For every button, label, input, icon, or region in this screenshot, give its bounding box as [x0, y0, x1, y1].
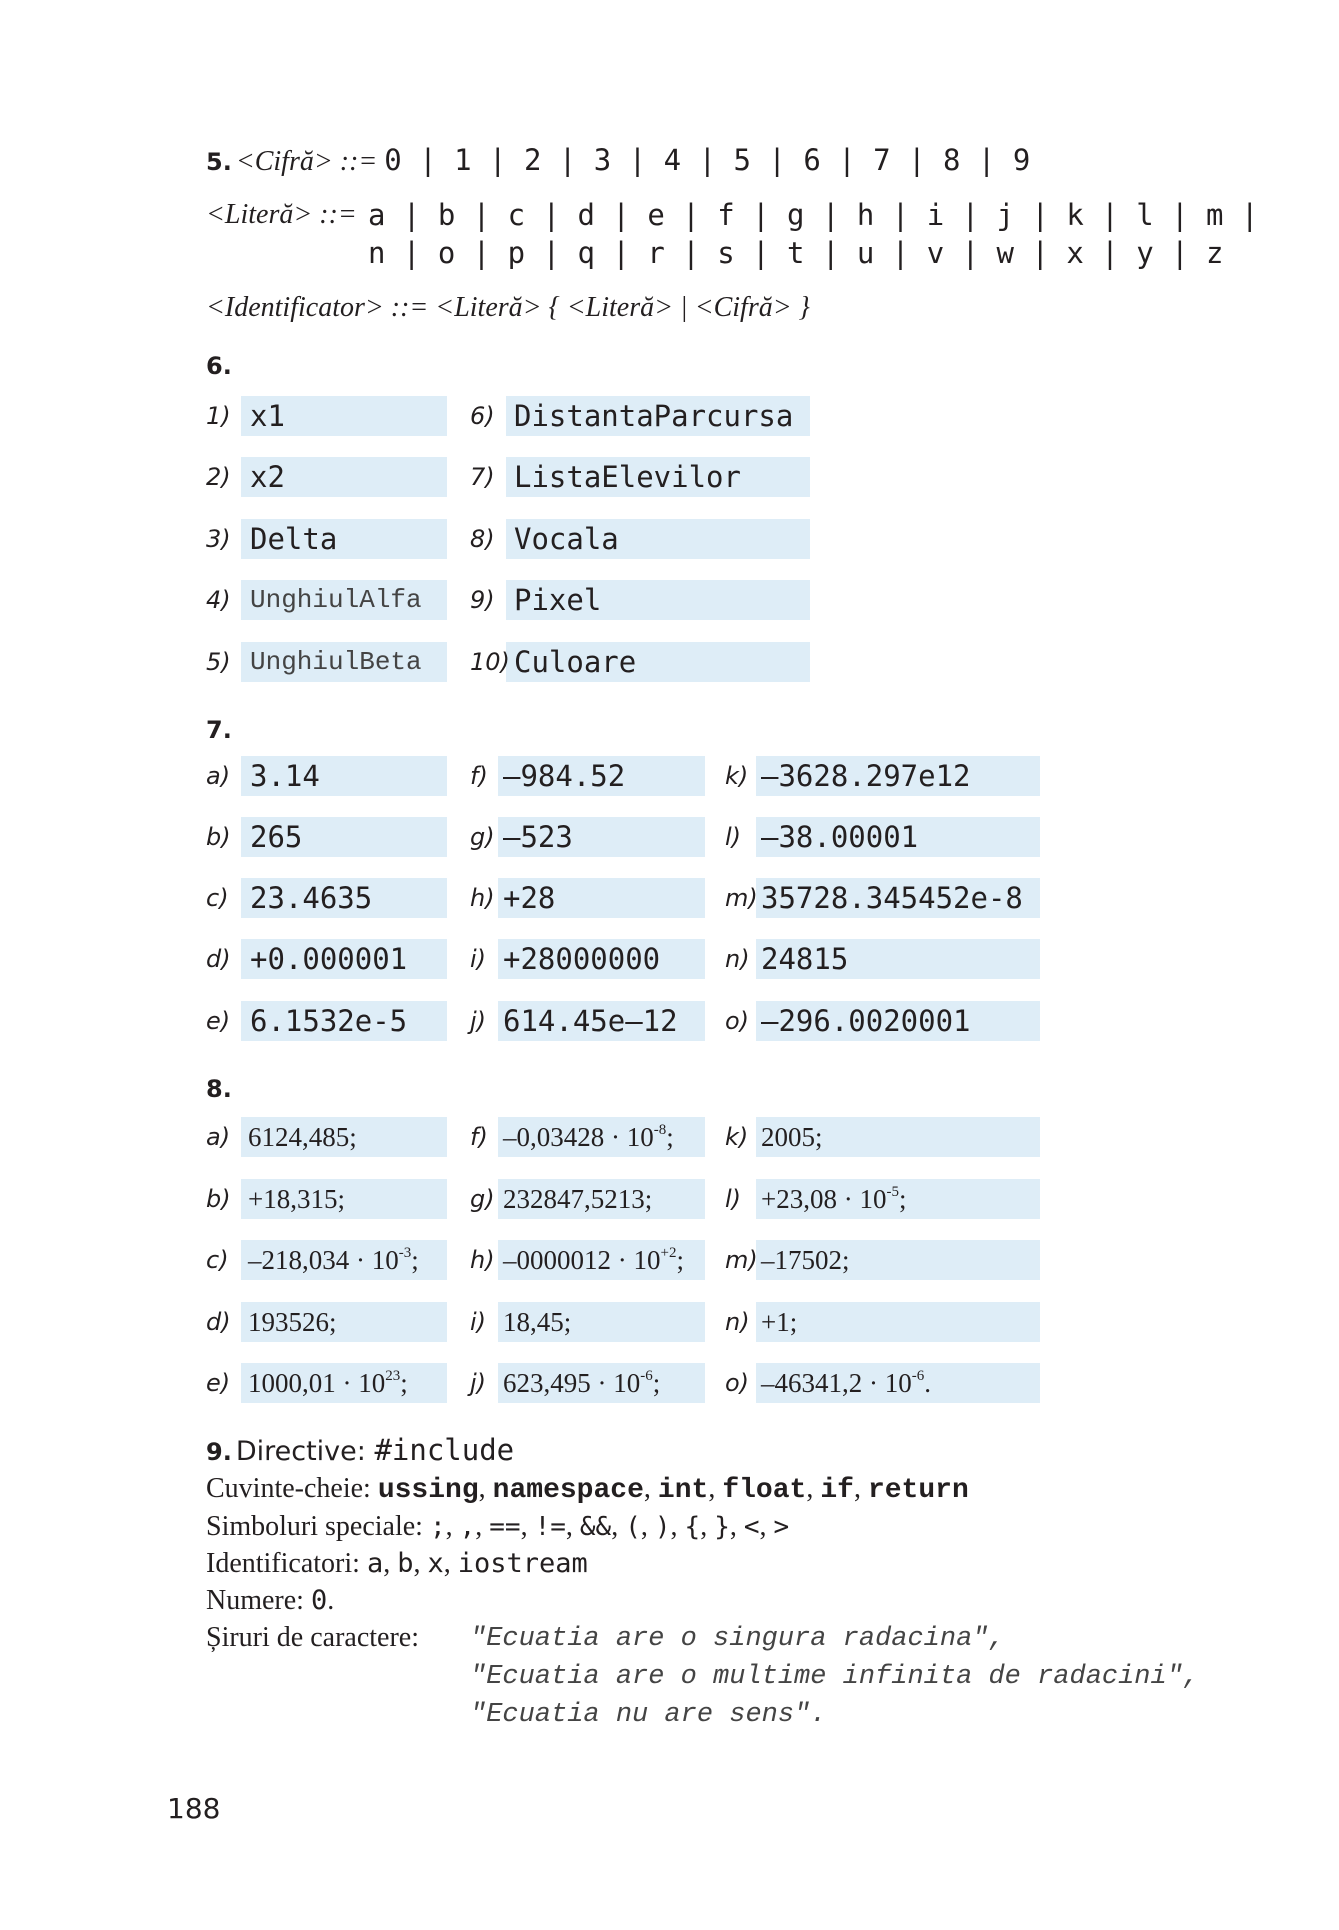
value-box [756, 1302, 1040, 1342]
item-label: m) [725, 1246, 758, 1274]
value-mantissa: +18,315; [248, 1184, 345, 1214]
item-value [248, 1363, 408, 1403]
section-number: 8. [206, 1075, 232, 1103]
value-mantissa: 232847,5213; [503, 1184, 653, 1214]
value-mantissa: 1000,01 · 10 [248, 1368, 386, 1398]
item-value [761, 1302, 797, 1342]
item-label: f) [470, 762, 488, 790]
special-item: > [773, 1512, 790, 1542]
item-value [503, 1240, 684, 1280]
item-value: Vocala [514, 522, 619, 556]
keywords-item: int [657, 1475, 709, 1506]
item-value: UnghiulAlfa [250, 585, 422, 615]
item-value: +28000000 [503, 942, 661, 976]
item-label: j) [470, 1007, 487, 1035]
value-exponent: -3 [398, 1245, 412, 1261]
section-number: 9. [206, 1438, 232, 1466]
special-item: } [714, 1512, 730, 1542]
section-9-directive [206, 1433, 514, 1467]
value-mantissa: +23,08 · 10 [761, 1184, 887, 1214]
value-tail: ; [400, 1368, 408, 1398]
item-value: +28 [503, 881, 556, 915]
item-value: 3.14 [250, 759, 320, 793]
value-exponent: -5 [886, 1184, 899, 1200]
section-9-special [206, 1511, 789, 1543]
item-label: 6) [470, 402, 495, 430]
item-label: o) [725, 1007, 750, 1035]
grammar-litera-row1: a | b | c | d | e | f | g | h | i | j | k | l | m | [368, 198, 1259, 232]
item-label: i) [470, 1308, 487, 1336]
value-mantissa: 18,45; [503, 1307, 572, 1337]
item-label: l) [725, 1185, 742, 1213]
value-mantissa: 6124,485; [248, 1122, 357, 1152]
item-value [248, 1240, 419, 1280]
item-value: 23.4635 [250, 881, 373, 915]
value-mantissa: +1; [761, 1307, 798, 1337]
special-item: ; [429, 1512, 446, 1542]
item-value: x2 [250, 460, 285, 494]
item-value: Culoare [514, 645, 637, 679]
item-label: 10) [470, 648, 510, 676]
value-mantissa: 2005; [761, 1122, 823, 1152]
section-number: 6. [206, 352, 232, 380]
page-number: 188 [167, 1792, 221, 1825]
keywords-item: ussing [377, 1475, 479, 1506]
item-value: –523 [503, 820, 573, 854]
item-value [503, 1302, 571, 1342]
item-value: Delta [250, 522, 338, 556]
value-tail: ; [652, 1368, 661, 1398]
item-label: 2) [206, 463, 231, 491]
grammar-cifra-head: <Cifră> ::= [235, 146, 385, 177]
special-item: != [534, 1512, 566, 1542]
keywords-list: ussing, namespace, int, float, if, return [377, 1473, 969, 1506]
item-value [503, 1179, 652, 1219]
identifiers-label: Identificatori: [206, 1548, 367, 1579]
grammar-litera-head: <Literă> ::= [206, 199, 357, 230]
item-label: c) [206, 884, 229, 912]
item-label: m) [725, 884, 758, 912]
item-value [248, 1179, 345, 1219]
item-label: 8) [470, 525, 495, 553]
special-item: == [489, 1512, 521, 1542]
item-value: –38.00001 [761, 820, 919, 854]
directive-label: Directive: [235, 1436, 375, 1467]
item-value: 265 [250, 820, 303, 854]
keywords-item: if [820, 1475, 854, 1506]
item-label: e) [206, 1007, 231, 1035]
value-exponent: -8 [653, 1122, 667, 1138]
item-value: DistantaParcursa [514, 399, 794, 433]
item-value [761, 1363, 931, 1403]
item-value [761, 1179, 906, 1219]
item-value: 24815 [761, 942, 849, 976]
strings-label: Șiruri de caractere: [206, 1622, 419, 1653]
section-9-identifiers [206, 1548, 588, 1580]
item-label: j) [470, 1369, 487, 1397]
special-item: ) [654, 1512, 671, 1542]
item-label: h) [470, 1246, 495, 1274]
item-label: g) [470, 1185, 495, 1213]
section-9-numbers: Numere: 0. [206, 1585, 335, 1616]
identifiers-list: a, b, x, iostream [366, 1548, 588, 1579]
string-literal: "Ecuatia are o singura radacina", [470, 1624, 1005, 1654]
item-label: n) [725, 1308, 750, 1336]
special-label: Simboluri speciale: [206, 1511, 430, 1542]
item-label: d) [206, 1308, 231, 1336]
value-mantissa: –46341,2 · 10 [761, 1368, 912, 1398]
special-item: && [579, 1512, 612, 1542]
item-label: 3) [206, 525, 231, 553]
item-value [761, 1117, 823, 1157]
value-mantissa: –17502; [761, 1245, 850, 1275]
keywords-item: namespace [492, 1475, 644, 1506]
value-mantissa: 623,495 · 10 [503, 1368, 641, 1398]
value-tail: ; [676, 1245, 684, 1275]
numbers-value: 0 [310, 1585, 328, 1616]
value-mantissa: 193526; [248, 1307, 337, 1337]
item-label: 1) [206, 402, 231, 430]
numbers-label: Numere: [206, 1585, 311, 1616]
value-mantissa: –0,03428 · 10 [503, 1122, 654, 1152]
value-exponent: -6 [640, 1368, 653, 1384]
item-value: –984.52 [503, 759, 626, 793]
item-label: g) [470, 823, 495, 851]
item-label: b) [206, 1185, 231, 1213]
item-value: 6.1532e-5 [250, 1004, 408, 1038]
special-list: ;, ,, ==, !=, &&, (, ), {, }, <, > [429, 1511, 790, 1542]
special-item: , [459, 1512, 476, 1542]
idents-item: iostream [457, 1548, 588, 1579]
item-value [503, 1117, 674, 1157]
item-value: +0.000001 [250, 942, 408, 976]
item-value: 35728.345452e-8 [761, 881, 1023, 915]
idents-item: b [397, 1548, 414, 1579]
value-tail: . [924, 1368, 931, 1398]
item-label: o) [725, 1369, 750, 1397]
item-value [248, 1302, 337, 1342]
item-label: 5) [206, 648, 231, 676]
item-value: ListaElevilor [514, 460, 741, 494]
keywords-label: Cuvinte-cheie: [206, 1473, 378, 1504]
item-value [761, 1240, 850, 1280]
item-value: Pixel [514, 583, 602, 617]
value-tail: ; [666, 1122, 674, 1152]
string-literal: "Ecuatia are o multime infinita de radacini", [470, 1662, 1200, 1692]
item-value: 614.45e–12 [503, 1004, 678, 1038]
item-label: a) [206, 762, 231, 790]
item-label: k) [725, 1123, 749, 1151]
item-value [503, 1363, 660, 1403]
section-number: 5. [206, 148, 232, 176]
item-label: d) [206, 945, 231, 973]
item-value: UnghiulBeta [250, 647, 422, 677]
item-label: a) [206, 1123, 231, 1151]
item-label: 9) [470, 586, 495, 614]
item-label: k) [725, 762, 749, 790]
special-item: { [684, 1512, 701, 1542]
item-label: 4) [206, 586, 231, 614]
idents-item: a [366, 1548, 384, 1579]
item-label: 7) [470, 463, 495, 491]
item-label: b) [206, 823, 231, 851]
section-number: 7. [206, 716, 232, 744]
keywords-item: float [722, 1475, 807, 1506]
string-literal: "Ecuatia nu are sens". [470, 1700, 827, 1730]
value-exponent: +2 [660, 1245, 677, 1261]
value-mantissa: –218,034 · 10 [248, 1245, 399, 1275]
directive-value: #include [374, 1433, 515, 1467]
value-exponent: 23 [385, 1368, 401, 1384]
grammar-cifra-body: 0 | 1 | 2 | 3 | 4 | 5 | 6 | 7 | 8 | 9 [384, 143, 1031, 177]
item-label: f) [470, 1123, 488, 1151]
grammar-litera-row2: n | o | p | q | r | s | t | u | v | w | x | y | z [368, 236, 1224, 270]
special-item: < [743, 1512, 760, 1542]
item-label: i) [470, 945, 487, 973]
item-label: c) [206, 1246, 229, 1274]
section-9-keywords [206, 1473, 969, 1506]
item-label: l) [725, 823, 742, 851]
item-value: x1 [250, 399, 285, 433]
section-5-cifra [206, 143, 1030, 178]
item-label: h) [470, 884, 495, 912]
value-mantissa: –0000012 · 10 [503, 1245, 661, 1275]
keywords-item: return [867, 1475, 969, 1506]
item-label: n) [725, 945, 750, 973]
idents-item: x [427, 1548, 444, 1579]
value-tail: ; [898, 1184, 907, 1214]
item-label: e) [206, 1369, 231, 1397]
item-value: –296.0020001 [761, 1004, 971, 1038]
item-value: –3628.297e12 [761, 759, 971, 793]
value-tail: ; [411, 1245, 419, 1275]
value-exponent: -6 [911, 1368, 925, 1384]
item-value [248, 1117, 357, 1157]
special-item: ( [625, 1512, 641, 1542]
grammar-identificator: <Identificator> ::= <Literă> { <Literă> | <Cifră> } [206, 292, 810, 323]
